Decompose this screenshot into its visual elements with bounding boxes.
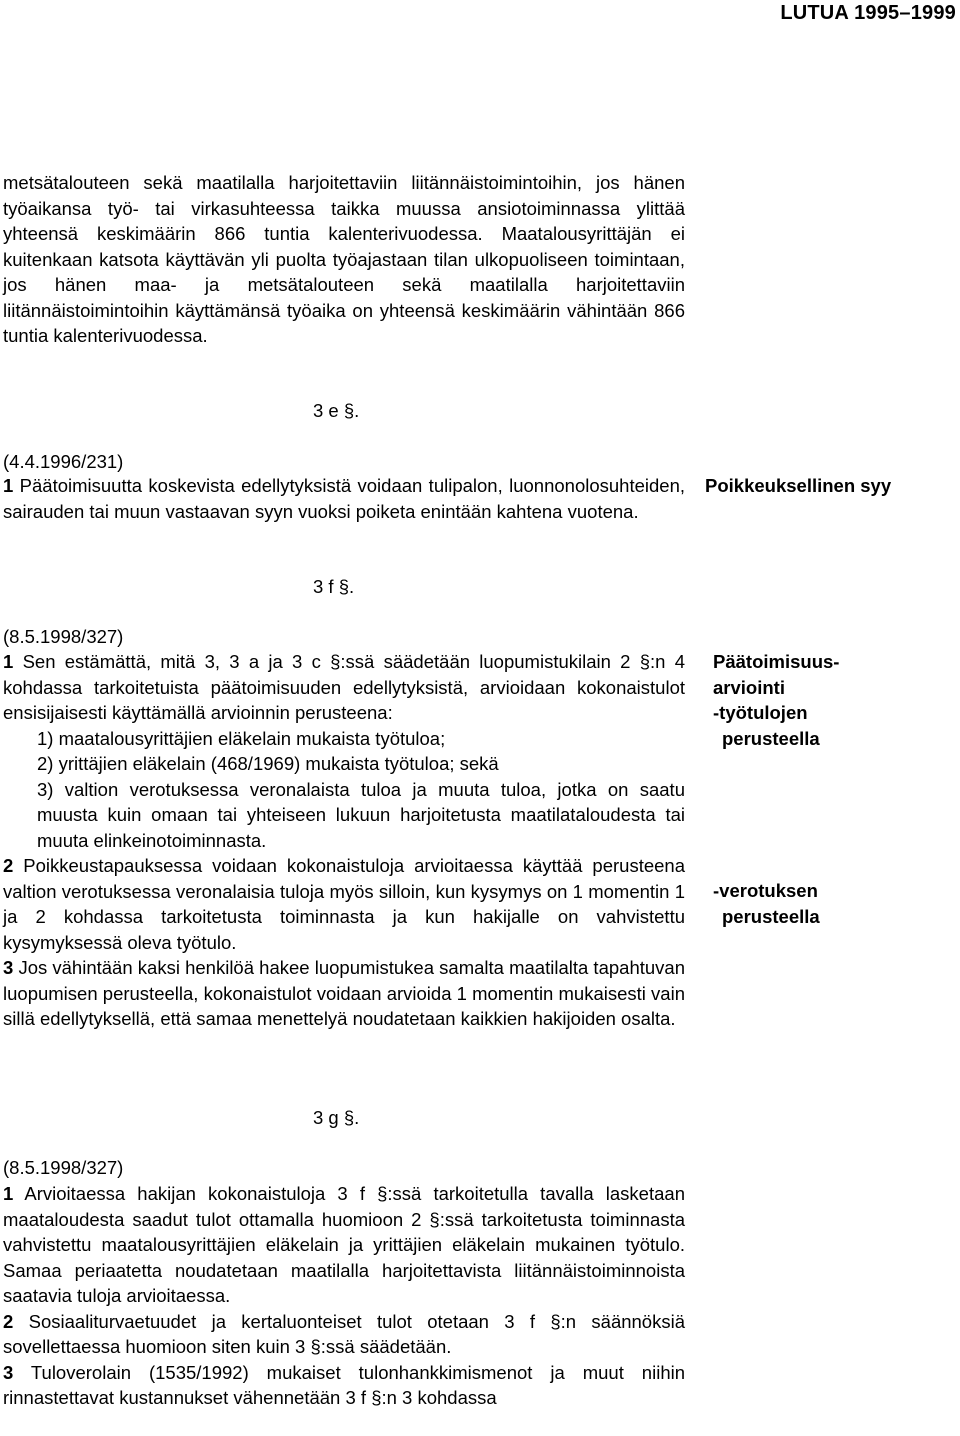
intro-paragraph: metsätalouteen sekä maatilalla harjoitettaviin liitännäistoimintoihin, jos hänen työaikansa työ- tai virkasuhteessa taikka muussa ansiotoiminnassa ylittää yhteensä keskimäärin 866 tuntia kalenterivuodessa. Maatalousyrittäjän ei kuitenkaan katsota käyttävän yli puolta työajastaan tilan ulkopuoliseen toimintaan, jos hänen maa- ja metsätalouteen sekä maatilalla harjoitettaviin liitännäistoimintoihin käyttämänsä työaika on yhteensä keskimäärin vähintään 866 tuntia kalenterivuodessa. <box>3 172 685 346</box>
moment-text: Jos vähintään kaksi henkilöä hakee luopumistukea samalta maatilalta tapahtuvan luopumisen perusteella, kokonaistulot voidaan arvioida 1 momentin mukaisesti vain sillä edellytyksellä, että samaa menettelyä noudatetaan kaikkien hakijoiden osalta. <box>3 957 685 1029</box>
section-3f-moment-2 <box>3 853 685 955</box>
section-3f-heading: 3 f §. <box>313 576 355 597</box>
moment-number: 1 <box>3 475 14 496</box>
side-note-verotuksen <box>713 878 820 929</box>
list-item: 1) maatalousyrittäjien eläkelain mukaista työtuloa; <box>37 727 446 749</box>
section-3e-moment-1 <box>3 473 685 524</box>
side-note-line: -työtulojen <box>713 702 808 723</box>
section-3f-moment-3 <box>3 955 685 1032</box>
section-3f-moment-1 <box>3 649 685 726</box>
side-note-line: perusteella <box>722 905 820 927</box>
side-note-line: perusteella <box>722 727 820 749</box>
moment-text: Päätoimisuutta koskevista edellytyksistä voidaan tulipalon, luonnonolosuhteiden, sairauden tai muun vastaavan syyn vuoksi poiketa enintään kahtena vuotena. <box>3 475 686 522</box>
moment-text: Sen estämättä, mitä 3, 3 a ja 3 c §:ssä säädetään luopumistukilain 2 §:n 4 kohdassa tarkoitetuista päätoimisuuden edellytyksistä, arvioidaan kokonaistulot ensisijaisesti käyttämällä arvioinnin perusteena: <box>3 651 685 723</box>
section-3g-moment-2 <box>3 1309 685 1360</box>
moment-number: 2 <box>3 855 14 876</box>
list-item: 3) valtion verotuksessa veronalaista tuloa ja muuta tuloa, jotka on saatu muusta kuin omaan tai yhteiseen lukuun harjoitetusta maatilataloudesta tai muuta elinkeinotoiminnasta. <box>37 778 685 851</box>
moment-text: Tuloverolain (1535/1992) mukaiset tulonhankkimismenot ja muut niihin rinnastettavat kustannukset vähennetään 3 f §:n 3 kohdassa <box>3 1361 686 1408</box>
section-3e-body <box>3 473 685 524</box>
side-note-paatoimisuusarviointi <box>713 649 839 751</box>
moment-text: Arvioitaessa hakijan kokonaistuloja 3 f §:ssä tarkoitetulla tavalla lasketaan maataloudesta saadut tulot ottamalla huomioon 2 §:ssä tarkoitetusta toiminnasta vahvistettu maatalousyrittäjien eläkelain ja yrittäjien eläkelain mukainen työtulo. Samaa periaatetta noudatetaan maatilalla harjoitettavista liitännäistoiminnoista saatavia tuloja arvioitaessa. <box>3 1183 685 1306</box>
moment-text: Poikkeustapauksessa voidaan kokonaistuloja arvioitaessa käyttää perusteena valtion verotuksessa veronalaisia tuloja myös silloin, kun kysymys on 1 momentin 1 ja 2 kohdassa tarkoitetusta toiminnasta ja kun hakijalle on vahvistettu kysymyksessä oleva työtulo. <box>3 855 685 953</box>
side-note-poikkeuksellinen: Poikkeuksellinen syy <box>705 475 892 496</box>
section-3g-moment-1 <box>3 1181 685 1309</box>
section-3e-heading: 3 e §. <box>313 400 360 421</box>
moment-number: 2 <box>3 1310 14 1332</box>
section-3g-amendment: (8.5.1998/327) <box>3 1157 124 1178</box>
moment-number: 3 <box>3 957 14 978</box>
section-3e-amendment: (4.4.1996/231) <box>3 451 124 472</box>
side-note-line: arviointi <box>713 676 785 698</box>
side-note-line: -verotuksen <box>713 880 818 901</box>
section-3g-moment-3 <box>3 1360 685 1411</box>
intro-block <box>3 170 685 349</box>
list-item: 2) yrittäjien eläkelain (468/1969) mukaista työtuloa; sekä <box>37 753 499 774</box>
page-header-title: LUTUA 1995–1999 <box>780 2 956 24</box>
moment-number: 3 <box>3 1361 14 1383</box>
section-3f-body <box>3 649 685 1032</box>
section-3f-amendment: (8.5.1998/327) <box>3 626 124 647</box>
moment-number: 1 <box>3 651 14 672</box>
moment-number: 1 <box>3 1183 14 1204</box>
moment-text: Sosiaaliturvaetuudet ja kertaluonteiset tulot otetaan 3 f §:n säännöksiä sovellettaessa huomioon siten kuin 3 §:ssä säädetään. <box>3 1310 685 1357</box>
side-note-line: Päätoimisuus- <box>713 651 840 672</box>
section-3g-body <box>3 1181 685 1411</box>
section-3g-heading: 3 g §. <box>313 1107 360 1128</box>
